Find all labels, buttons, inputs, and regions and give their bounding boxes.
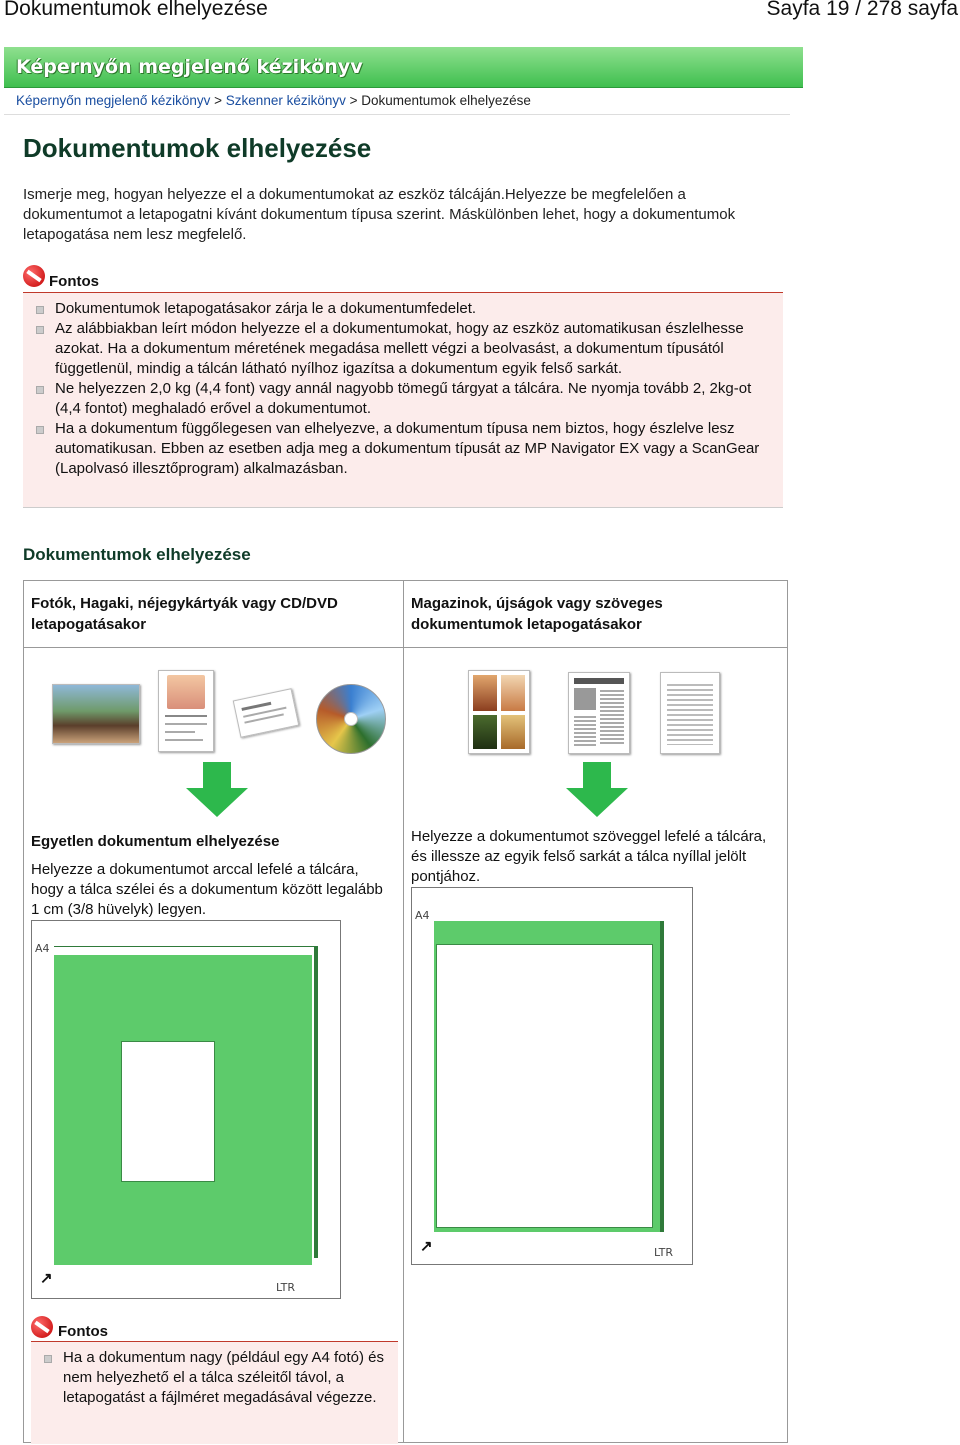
intro-paragraph: Ismerje meg, hogyan helyezze el a dokumentumokat az eszköz tálcáján.Helyezze be megfelelően a dokumentumot a letapogatni kívánt dokumentum típusa szerint. Máskülönben lehet, hogy a dokumentumok letapogatása nem lesz megfelelő. [23,186,736,243]
down-arrow-icon [564,762,630,818]
section-heading: Dokumentumok elhelyezése [23,545,251,564]
corner-arrow-icon: ↗ [420,1238,433,1255]
size-label-ltr: LTR [276,1281,295,1294]
cd-disc-image [316,684,386,754]
document-title: Dokumentumok elhelyezése [4,0,268,20]
list-item: Ne helyezzen 2,0 kg (4,4 font) vagy annál nagyobb tömegű tárgyat a tálcára. Ne nyomja tovább 2, 2kg-ot (4,4 fontot) meghaladó erővel a dokumentumot. [23,379,773,419]
family-photo-image [52,684,140,744]
page-counter: Sayfa 19 / 278 sayfa [766,0,958,20]
breadcrumb-current: Dokumentumok elhelyezése [361,93,531,108]
breadcrumb-divider [4,114,790,115]
table-row-divider [24,647,787,648]
important-label: Fontos [58,1323,108,1340]
magazine-image [468,670,530,754]
size-label-ltr: LTR [654,1246,673,1259]
corner-arrow-icon: ↗ [40,1270,53,1287]
important-label: Fontos [49,273,99,290]
important-list [31,1348,393,1408]
breadcrumb-separator: > [349,93,358,108]
text-document-description: Helyezze a dokumentumot szöveggel lefelé a tálcára, és illessze az egyik felső sarkát a tálca nyíllal jelölt pontjához. [411,828,767,885]
page-title: Dokumentumok elhelyezése [23,133,372,163]
document-placement [436,944,653,1228]
newspaper-image [568,672,630,754]
list-item: Az alábbiakban leírt módon helyezze el a dokumentumokat, hogy az eszköz automatikusan észlelhesse azokat. Ha a dokumentum méretének megadása mellett végzi a beolvasást, a dokumentum típusától függetlenül, mindig a tálcán látható nyílhoz igazítsa a dokumentum egyik felső sarkát. [23,319,773,379]
banner-title: Képernyőn megjelenő kézikönyv [16,56,363,78]
breadcrumb-separator: > [214,93,223,108]
tray-diagram-photos [31,920,341,1299]
list-item: Ha a dokumentum nagy (például egy A4 fotó) és nem helyezhető el a tálca széleitől távol, a letapogatást a fájlméret megadásával végezze. [31,1348,393,1408]
single-document-description: Helyezze a dokumentumot arccal lefelé a tálcára, hogy a tálca szélei és a dokumentum között legalább 1 cm (3/8 hüvelyk) legyen. [31,861,383,918]
down-arrow-icon [184,762,250,818]
breadcrumb-link-scanner[interactable]: Szkenner kézikönyv [225,93,346,108]
breadcrumb [16,93,531,108]
list-item: Ha a dokumentum függőlegesen van elhelyezve, a dokumentum típusa nem biztos, hogy észlelve lesz automatikusan. Ebben az esetben adja meg a dokumentum típusát az MP Navigator EX vagy a ScanGear (Lapolvasó illesztőprogram) alkalmazásban. [23,419,773,479]
table-header-magazines: Magazinok, újságok vagy szöveges dokumentumok letapogatásakor [411,595,663,633]
size-label-a4: A4 [415,909,430,922]
manual-banner [4,47,803,88]
important-icon [23,265,45,287]
table-header-photos: Fotók, Hagaki, néjegykártyák vagy CD/DVD letapogatásakor [31,595,338,633]
important-list [23,299,773,479]
size-label-a4: A4 [35,942,50,955]
child-photo-card-image [158,670,214,752]
text-document-image [660,672,720,754]
single-document-heading: Egyetlen dokumentum elhelyezése [31,833,280,850]
important-icon [31,1316,53,1338]
list-item: Dokumentumok letapogatásakor zárja le a dokumentumfedelet. [23,299,773,319]
table-column-divider [403,581,404,1443]
tray-diagram-documents [411,887,693,1265]
breadcrumb-link-manual[interactable]: Képernyőn megjelenő kézikönyv [16,93,211,108]
document-placement [121,1041,215,1182]
